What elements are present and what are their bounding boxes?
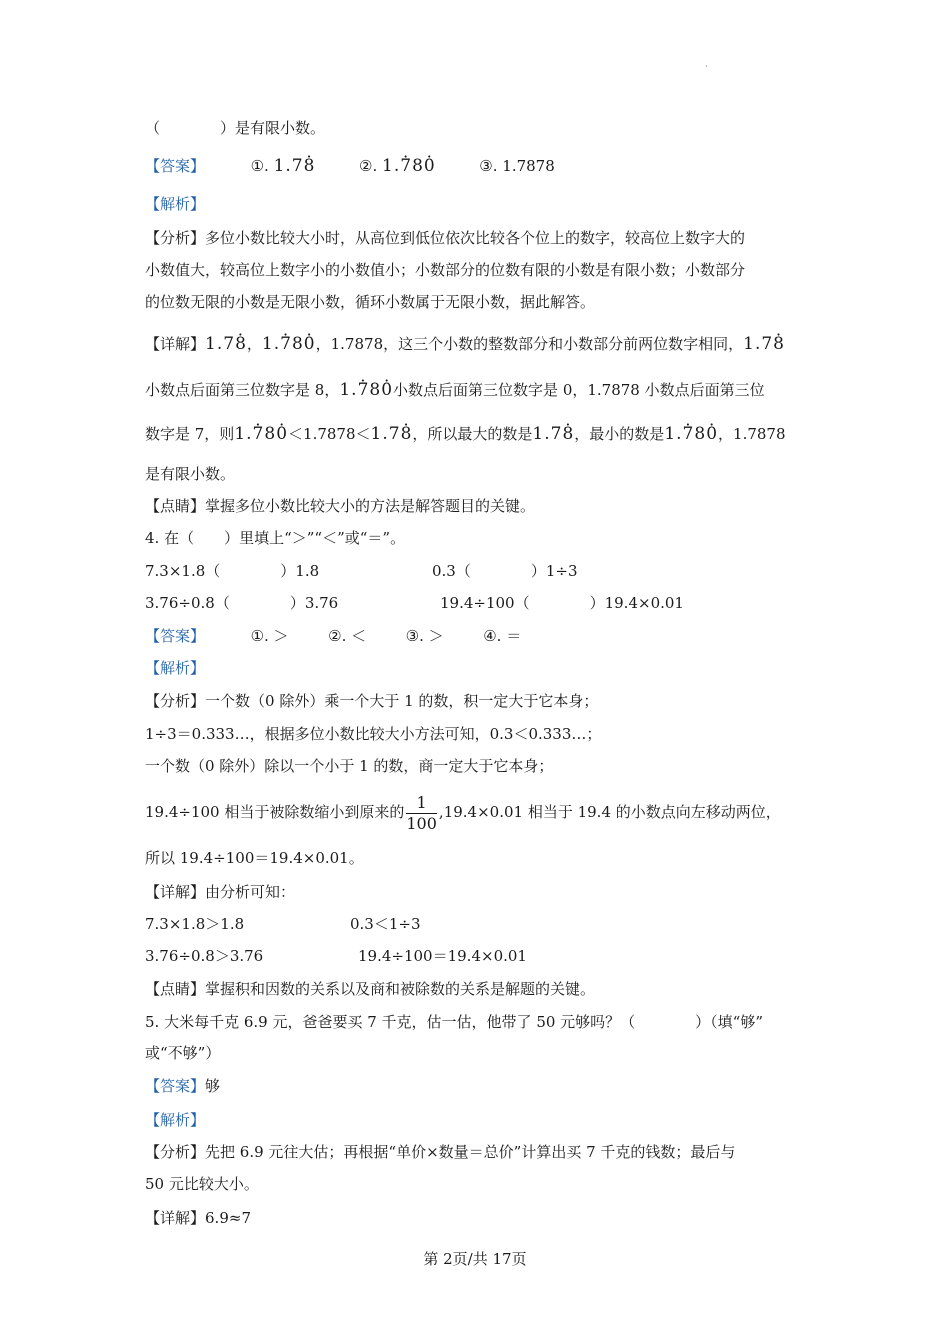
xiangjie-text: 6.9≈7 xyxy=(205,1209,251,1227)
xiangjie-tag: 【详解】 xyxy=(145,883,206,901)
q3-answer-2-value: 1.· 78· 0 xyxy=(382,156,436,176)
text: 数字是 7，则 xyxy=(145,425,235,443)
q3-answer-line xyxy=(145,156,555,176)
q3-fenxi-line-2: 小数值大，较高位上数字小的小数值小；小数部分的位数有限的小数是有限小数；小数部分 xyxy=(145,261,746,279)
q4-dianjing xyxy=(145,979,595,999)
num-1-78-rec: 1.7· 8 xyxy=(532,424,574,444)
q5-answer: 够 xyxy=(205,1077,221,1095)
num-1-780-rec: 1.· 78· 0 xyxy=(234,424,288,444)
text: ，所以最大的数是 xyxy=(412,425,533,443)
text: ，1.7878，这三个小数的整数部分和小数部分前两位数字相同， xyxy=(315,335,744,353)
q4-answer-1: ①. ＞ xyxy=(250,627,289,645)
q4-result-1b: 0.3＜1÷3 xyxy=(350,915,421,933)
fenxi-text: 一个数（0 除外）乘一个大于 1 的数，积一定大于它本身； xyxy=(205,692,599,710)
num-1-780-rec: 1.· 78· 0 xyxy=(262,334,316,354)
q5-analysis-tag: 【解析】 xyxy=(145,1111,206,1129)
fraction-numerator: 1 xyxy=(406,793,437,814)
q5-stem-line-1: 5. 大米每千克 6.9 元，爸爸要买 7 千克，估一估，他带了 50 元够吗？（ ）（填“够” xyxy=(145,1013,764,1031)
answer-tag: 【答案】 xyxy=(145,627,206,645)
fraction-denominator: 100 xyxy=(406,813,437,833)
xiangjie-text: 由分析可知： xyxy=(205,883,296,901)
q4-analysis-tag: 【解析】 xyxy=(145,659,206,677)
q3-xiangjie-line-3 xyxy=(145,424,786,444)
page-mark: · xyxy=(705,62,708,71)
fenxi-tag: 【分析】 xyxy=(145,229,206,247)
q4-fenxi-line-5: 所以 19.4÷100＝19.4×0.01。 xyxy=(145,849,364,867)
q4-stem: 4. 在（ ）里填上“＞”“＜”或“＝”。 xyxy=(145,529,406,547)
q4-fenxi-line-3: 一个数（0 除外）除以一个小于 1 的数，商一定大于它本身； xyxy=(145,757,554,775)
q3-answer-1-label: ①. xyxy=(250,157,269,175)
q5-answer-line xyxy=(145,1076,220,1096)
text: ＜1.7878＜ xyxy=(288,425,371,443)
q3-dianjing xyxy=(145,496,535,516)
num-1-780-rec: 1.· 78· 0 xyxy=(339,380,393,400)
q3-analysis-tag: 【解析】 xyxy=(145,195,206,213)
q3-fenxi-line-1 xyxy=(145,228,745,248)
text: 19.4÷100 相当于被除数缩小到原来的 xyxy=(145,803,405,821)
q4-row-1a: 7.3×1.8（ ）1.8 xyxy=(145,562,320,580)
q4-row-1b: 0.3（ ）1÷3 xyxy=(432,562,578,580)
dianjing-tag: 【点睛】 xyxy=(145,497,206,515)
q3-answer-1-value: 1.7· 8 xyxy=(274,156,316,176)
num-1-78-rec: 1.7· 8 xyxy=(205,334,247,354)
q3-answer-2-label: ②. xyxy=(359,157,378,175)
q3-xiangjie-line-2 xyxy=(145,380,765,400)
answer-tag: 【答案】 xyxy=(145,1077,206,1095)
q3-answer-3: ③. 1.7878 xyxy=(479,157,555,175)
text: 小数点后面第三位数字是 8， xyxy=(145,381,340,399)
q3-xiangjie-line-1 xyxy=(145,334,785,354)
q4-result-1a: 7.3×1.8＞1.8 xyxy=(145,915,245,933)
q4-xiangjie xyxy=(145,882,295,902)
fenxi-tag: 【分析】 xyxy=(145,1143,206,1161)
page-footer: 第 2页/共 17页 xyxy=(423,1250,527,1268)
xiangjie-tag: 【详解】 xyxy=(145,335,206,353)
fenxi-text: 多位小数比较大小时，从高位到低位依次比较各个位上的数字，较高位上数字大的 xyxy=(205,229,746,247)
q5-fenxi-line-1 xyxy=(145,1142,735,1162)
q4-fenxi-line-4 xyxy=(145,792,781,834)
q4-row-2b: 19.4÷100（ ）19.4×0.01 xyxy=(440,594,684,612)
dianjing-tag: 【点睛】 xyxy=(145,980,206,998)
q4-fenxi-line-2: 1÷3＝0.333…，根据多位小数比较大小方法可知，0.3＜0.333…； xyxy=(145,725,602,743)
text: ， xyxy=(246,335,262,353)
text: ，1.7878 xyxy=(718,425,786,443)
fraction-one-hundredth xyxy=(406,793,437,834)
xiangjie-tag: 【详解】 xyxy=(145,1209,206,1227)
num-1-78-rec: 1.7· 8 xyxy=(743,334,785,354)
num-1-78-rec: 1.7· 8 xyxy=(371,424,413,444)
q3-stem-tail: （ ）是有限小数。 xyxy=(145,119,326,137)
q4-row-2a: 3.76÷0.8（ ）3.76 xyxy=(145,594,339,612)
q5-stem-line-2: 或“不够”） xyxy=(145,1044,221,1062)
q4-answer-3: ③. ＞ xyxy=(405,627,444,645)
text: 小数点后面第三位数字是 0，1.7878 小数点后面第三位 xyxy=(393,381,765,399)
q3-xiangjie-line-4: 是有限小数。 xyxy=(145,465,236,483)
q4-result-2b: 19.4÷100＝19.4×0.01 xyxy=(358,947,527,965)
q4-fenxi-line-1 xyxy=(145,691,598,711)
q4-answer-line xyxy=(145,626,521,646)
fenxi-tag: 【分析】 xyxy=(145,692,206,710)
answer-tag: 【答案】 xyxy=(145,157,206,175)
dianjing-text: 掌握积和因数的关系以及商和被除数的关系是解题的关键。 xyxy=(205,980,596,998)
fenxi-text: 先把 6.9 元往大估；再根据“单价×数量＝总价”计算出买 7 千克的钱数；最后与 xyxy=(205,1143,736,1161)
q5-fenxi-line-2: 50 元比较大小。 xyxy=(145,1175,259,1193)
text: ，最小的数是 xyxy=(574,425,665,443)
q4-answer-2: ②. ＜ xyxy=(328,627,367,645)
dianjing-text: 掌握多位小数比较大小的方法是解答题目的关键。 xyxy=(205,497,536,515)
num-1-780-rec: 1.· 78· 0 xyxy=(664,424,718,444)
q4-answer-4: ④. ＝ xyxy=(483,627,522,645)
q5-xiangjie xyxy=(145,1208,251,1228)
text: ,19.4×0.01 相当于 19.4 的小数点向左移动两位， xyxy=(438,803,781,821)
q4-result-2a: 3.76÷0.8＞3.76 xyxy=(145,947,264,965)
q3-fenxi-line-3: 的位数无限的小数是无限小数，循环小数属于无限小数，据此解答。 xyxy=(145,293,596,311)
